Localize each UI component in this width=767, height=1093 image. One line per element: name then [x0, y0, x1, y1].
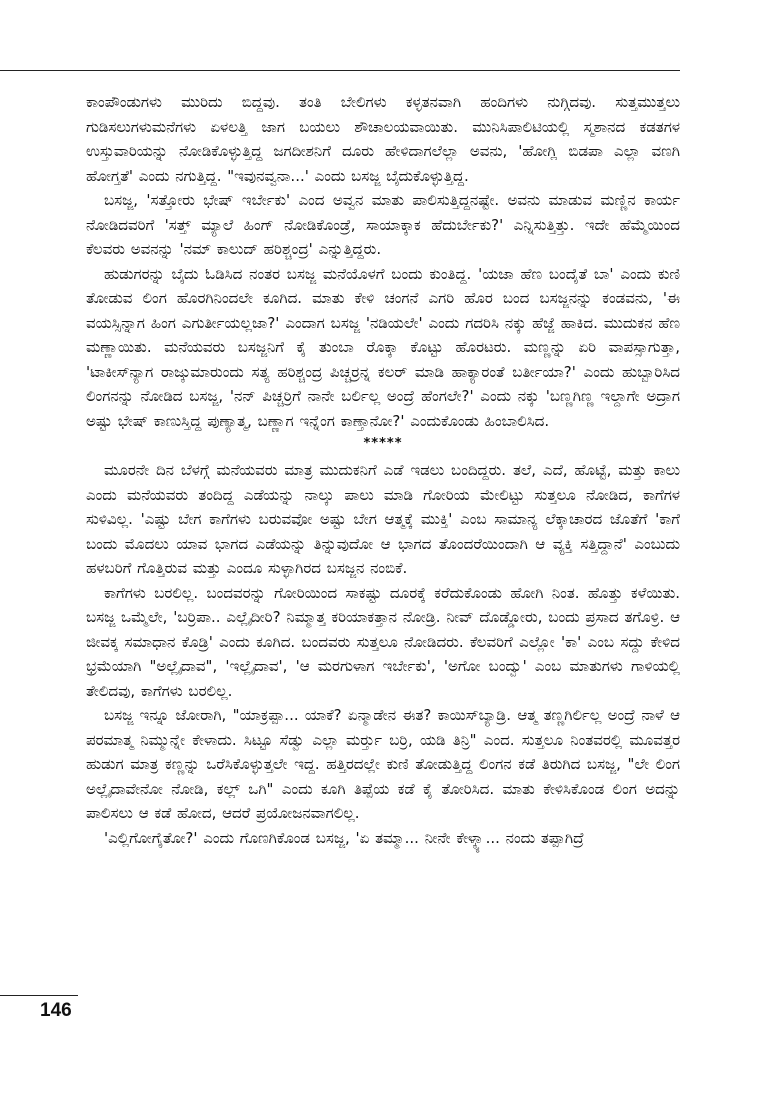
header-rule [0, 70, 680, 71]
section-separator: ***** [363, 436, 403, 451]
paragraph-7: 'ಎಲ್ಲಿಗೋಗೈತೋ?' ಎಂದು ಗೊಣಗಿಕೊಂಡ ಬಸಜ್ಜ, 'ಏ ತಮ್ಮಾ... ನೀನೇ ಕೇಳ್ಕ್ಯಾ... ನಂದು ತಪ್ಪಾಗಿದ್ರೆ [104, 828, 585, 847]
paragraph-5: ಕಾಗೆಗಳು ಬರಲಿಲ್ಲ. ಬಂದವರನ್ನು ಗೋರಿಯಿಂದ ಸಾಕಷ್ಟು ದೂರಕ್ಕೆ ಕರೆದುಕೊಂಡು ಹೋಗಿ ನಿಂತ. ಹೊತ್ತು ಕಳೆಯಿತು. ಬಸಜ್ಜ ಒಮ್ಮೆಲೇ, 'ಬರ್ರಿಪಾ.. ಎಲ್ಲೈದೀರಿ? ನಿಮ್ಮಾತ್ತ ಕರಿಯಾಕತ್ತಾನ ನೋಡ್ರಿ. ನೀವ್ ದೊಡ್ಡೋರು, ಬಂದು ಪ್ರಸಾದ ತಗೊಳ್ರಿ. ಆ ಜೀವಕ್ಕ ಸಮಾಧಾನ ಕೊಡ್ರಿ' ಎಂದು ಕೂಗಿದ. ಬಂದವರು ಸುತ್ತಲೂ ನೋಡಿದರು. ಕೆಲವರಿಗೆ ಎಲ್ಲೋ 'ಕಾ' ಎಂಬ ಸದ್ದು ಕೇಳಿದ ಭ್ರಮೆಯಾಗಿ "ಅಲ್ಲೈದಾವ", 'ಇಲ್ಲೈದಾವ', 'ಆ ಮರಗುಳಾಗ ಇರ್ಬೇಕು', 'ಅಗೋ ಬಂದ್ವು' ಎಂಬ ಮಾತುಗಳು ಗಾಳಿಯಲ್ಲಿ ತೇಲಿದವು, ಕಾಗೆಗಳು ಬರಲಿಲ್ಲ. [86, 583, 680, 700]
paragraph-3: ಹುಡುಗರನ್ನು ಬೈದು ಓಡಿಸಿದ ನಂತರ ಬಸಜ್ಜ ಮನೆಯೊಳಗೆ ಬಂದು ಕುಂತಿದ್ದ. 'ಯಜಾ ಹೆಣ ಬಂದೈತೆ ಬಾ' ಎಂದು ಕುಣಿ ತೋಡುವ ಲಿಂಗ ಹೊರಗಿನಿಂದಲೇ ಕೂಗಿದ. ಮಾತು ಕೇಳಿ ಚಂಗನೆ ಎಗರಿ ಹೊರ ಬಂದ ಬಸಜ್ಜನನ್ನು ಕಂಡವನು, 'ಈ ವಯಸ್ಸಿನ್ನಾಗ ಹಿಂಗ ಎಗುರ್ತೀಯಲ್ಲಜಾ?' ಎಂದಾಗ ಬಸಜ್ಜ 'ನಡಿಯಲೇ' ಎಂದು ಗದರಿಸಿ ನಕ್ಕು ಹೆಜ್ಜೆ ಹಾಕಿದ. ಮುದುಕನ ಹೆಣ ಮಣ್ಣಾಯಿತು. ಮನೆಯವರು ಬಸಜ್ಜನಿಗೆ ಕೈ ತುಂಬಾ ರೊಕ್ಕಾ ಕೊಟ್ಟು ಹೊರಟರು. ಮಣ್ಣನ್ನು ಏರಿ ವಾಪಸ್ಸಾಗುತ್ತಾ, 'ಟಾಕೀಸ್‌ನ್ಯಾಗ ರಾಜ್ಕುಮಾರುಂದು ಸತ್ಯ ಹರಿಶ್ಚಂದ್ರ ಪಿಚ್ಚರ್ರನ್ನ ಕಲರ್ ಮಾಡಿ ಹಾಕ್ಯಾರಂತೆ ಬರ್ತೀಯಾ?' ಎಂದು ಹುಬ್ಬಾರಿಸಿದ ಲಿಂಗನನ್ನು ನೋಡಿದ ಬಸಜ್ಜ, 'ನನ್ ಪಿಚ್ಚರ್ರಿಗೆ ನಾನೇ ಬರ್ಲಿಲ್ಲ ಅಂದ್ರೆ ಹೆಂಗಲೇ?' ಎಂದು ನಕ್ಕು 'ಬಣ್ಣಗಿಣ್ಣ ಇಲ್ದಾಗೇ ಅದ್ರಾಗ ಅಷ್ಟು ಭೇಷ್ ಕಾಣುಸ್ತಿದ್ದ ಪುಣ್ಯಾತ್ಮ, ಬಣ್ಣಾಗ ಇನ್ನೆಂಗ ಕಾಣ್ತಾನೋ?' ಎಂದುಕೊಂಡು ಹಿಂಬಾಲಿಸಿದ. [86, 264, 680, 430]
footer-rule [0, 995, 78, 996]
paragraph-2: ಬಸಜ್ಜ, 'ಸತ್ತೋರು ಭೇಷ್ ಇರ್ಬೇಕು' ಎಂದ ಅವ್ವನ ಮಾತು ಪಾಲಿಸುತ್ತಿದ್ದನಷ್ಟೇ. ಅವನು ಮಾಡುವ ಮಣ್ಣಿನ ಕಾರ್ಯ ನೋಡಿದವರಿಗೆ 'ಸತ್ತ್ ಮ್ಯಾಲೆ ಹಿಂಗ್ ನೋಡಿಕೊಂಡ್ರೆ, ಸಾಯಾಕ್ಕಾಕ ಹೆದುರ್ಬೇಕು?' ಎನ್ನಿಸುತ್ತಿತ್ತು. ಇದೇ ಹೆಮ್ಮೆಯಿಂದ ಕೆಲವರು ಅವನನ್ನು 'ನಮ್ ಕಾಲುದ್ ಹರಿಶ್ಚಂದ್ರ' ಎನ್ನುತ್ತಿದ್ದರು. [86, 191, 680, 258]
paragraph-6: ಬಸಜ್ಜ ಇನ್ನೂ ಜೋರಾಗಿ, "ಯಾಕ್ರಪ್ಪಾ... ಯಾಕೆ? ಏನ್ಮಾಡೇನ ಈತ? ಕಾಯಿಸ್‌ಬ್ಯಾಡ್ರಿ. ಆತ್ಮ ತಣ್ಣಗಿರ್ಲಿಲ್ಲ ಅಂದ್ರೆ ನಾಳೆ ಆ ಪರಮಾತ್ಮ ನಿಮ್ಮುನ್ನೇ ಕೇಳಾದು. ಸಿಟ್ಟೂ ಸೆಡ್ವು ಎಲ್ಲಾ ಮರ್ರ್ತು ಬರ್ರಿ, ಯಡಿ ತಿನ್ರಿ" ಎಂದ. ಸುತ್ತಲೂ ನಿಂತವರಲ್ಲಿ ಮೂವತ್ತರ ಹುಡುಗ ಮಾತ್ರ ಕಣ್ಣನ್ನು ಒರೆಸಿಕೊಳ್ಳುತ್ತಲೇ ಇದ್ದ. ಹತ್ತಿರದಲ್ಲೇ ಕುಣಿ ತೋಡುತ್ತಿದ್ದ ಲಿಂಗನ ಕಡೆ ತಿರುಗಿದ ಬಸಜ್ಜ, "ಲೇ ಲಿಂಗ ಅಲ್ಲೈದಾವೇನೋ ನೋಡಿ, ಕಲ್ಲ್ ಒಗಿ" ಎಂದು ಕೂಗಿ ತಿಪ್ಪೆಯ ಕಡೆ ಕೈ ತೋರಿಸಿದ. ಮಾತು ಕೇಳಿಸಿಕೊಂಡ ಲಿಂಗ ಅದನ್ನು ಪಾಲಿಸಲು ಆ ಕಡೆ ಹೋದ, ಆದರೆ ಪ್ರಯೋಜನವಾಗಲಿಲ್ಲ. [86, 706, 680, 822]
paragraph-4: ಮೂರನೇ ದಿನ ಬೆಳಗ್ಗೆ ಮನೆಯವರು ಮಾತ್ರ ಮುದುಕನಿಗೆ ಎಡೆ ಇಡಲು ಬಂದಿದ್ದರು. ತಲೆ, ಎದೆ, ಹೊಟ್ಟೆ, ಮತ್ತು ಕಾಲು ಎಂದು ಮನೆಯವರು ತಂದಿದ್ದ ಎಡೆಯನ್ನು ನಾಲ್ಕು ಪಾಲು ಮಾಡಿ ಗೋರಿಯ ಮೇಲಿಟ್ಟು ಸುತ್ತಲೂ ನೋಡಿದ, ಕಾಗೆಗಳ ಸುಳಿವಿಲ್ಲ. 'ಎಷ್ಟು ಬೇಗ ಕಾಗೆಗಳು ಬರುವವೋ ಅಷ್ಟು ಬೇಗ ಆತ್ಮಕ್ಕೆ ಮುಕ್ತಿ' ಎಂಬ ಸಾಮಾನ್ಯ ಲೆಕ್ಕಾಚಾರದ ಜೊತೆಗೆ 'ಕಾಗೆ ಬಂದು ಮೊದಲು ಯಾವ ಭಾಗದ ಎಡೆಯನ್ನು ತಿನ್ನುವುದೋ ಆ ಭಾಗದ ತೊಂದರೆಯಿಂದಾಗಿ ಆ ವ್ಯಕ್ತಿ ಸತ್ತಿದ್ದಾನೆ' ಎಂಬುದು ಹಳಬರಿಗೆ ಗೊತ್ತಿರುವ ಮತ್ತು ಎಂದೂ ಸುಳ್ಳಾಗಿರದ ಬಸಜ್ಜನ ನಂಬಿಕೆ. [86, 461, 680, 577]
paragraph-1: ಕಾಂಪೌಂಡುಗಳು ಮುರಿದು ಬಿದ್ದವು. ತಂತಿ ಬೇಲಿಗಳು ಕಳ್ಳತನವಾಗಿ ಹಂದಿಗಳು ನುಗ್ಗಿದವು. ಸುತ್ತಮುತ್ತಲು ಗುಡಿಸಲುಗಳುಮನೆಗಳು ಏಳಲತ್ತಿ ಜಾಗ ಬಯಲು ಶೌಚಾಲಯವಾಯಿತು. ಮುನಿಸಿಪಾಲಿಟಿಯಲ್ಲಿ ಸ್ಮಶಾನದ ಕಡತಗಳ ಉಸ್ತುವಾರಿಯನ್ನು ನೋಡಿಕೊಳ್ಳುತ್ತಿದ್ದ ಜಗದೀಶನಿಗೆ ದೂರು ಹೇಳಿದಾಗಲೆಲ್ಲಾ ಅವನು, 'ಹೋಗ್ಲಿ ಬಿಡಪಾ ಎಲ್ಲಾ ವಣಗಿ ಹೋಗ್ತತೆ' ಎಂದು ನಗುತ್ತಿದ್ದ. "ಇವುನವ್ವನಾ...' ಎಂದು ಬಸಜ್ಜ ಬೈದುಕೊಳ್ಳುತ್ತಿದ್ದ. [86, 93, 680, 185]
page-number: 146 [40, 1000, 72, 1021]
body-text [86, 90, 680, 850]
